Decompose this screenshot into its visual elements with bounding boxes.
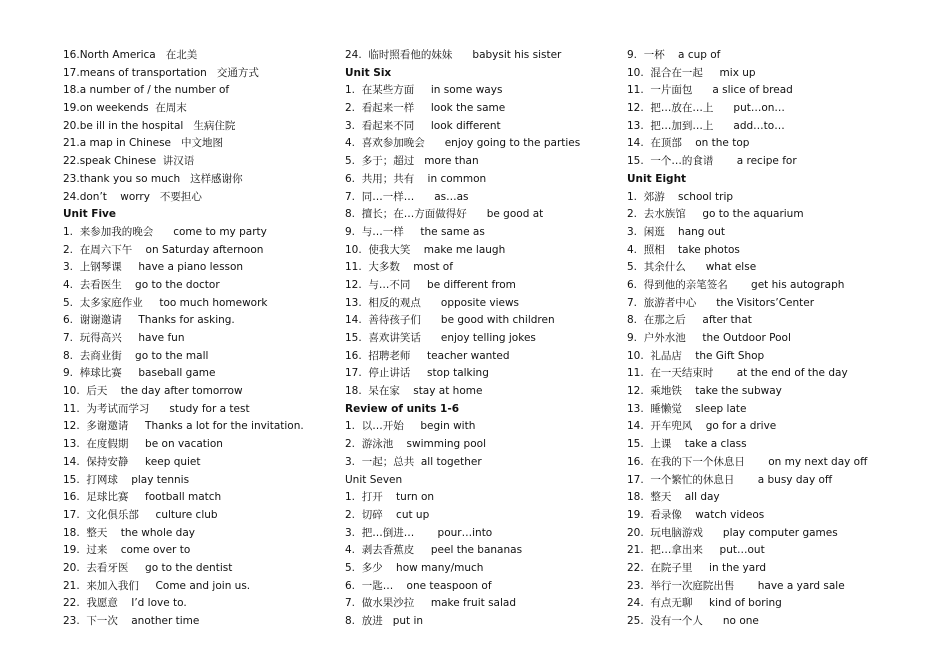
vocab-entry: 17. 一个繁忙的休息日 a busy day off (627, 473, 833, 486)
vocab-entry: 20.be ill in the hospital 生病住院 (63, 119, 236, 132)
vocab-entry: 11. 大多数 most of (345, 261, 453, 274)
vocab-entry: 6. 一匙… one teaspoon of (345, 579, 492, 592)
vocab-entry: 16.North America 在北美 (63, 49, 198, 61)
vocab-entry: 17. 停止讲话 stop talking (345, 367, 489, 380)
vocab-entry: 19.on weekends 在周末 (63, 102, 187, 115)
vocab-entry: 22. 在院子里 in the yard (627, 561, 766, 574)
vocab-entry: 5. 多少 how many/much (345, 561, 484, 574)
vocab-entry: 1. 以…开始 begin with (345, 420, 476, 433)
vocab-entry: 6. 谢谢邀请 Thanks for asking. (63, 314, 235, 327)
vocab-entry: 8. 去商业街 go to the mall (63, 349, 209, 362)
vocab-entry: 24. 临时照看他的妹妹 babysit his sister (345, 49, 562, 61)
vocab-entry: 21. 把…拿出来 put…out (627, 544, 765, 557)
vocab-entry: 10. 礼品店 the Gift Shop (627, 349, 765, 362)
vocab-entry: 15. 打网球 play tennis (63, 473, 190, 486)
vocab-entry: 18. 整天 all day (627, 491, 720, 504)
vocab-entry: 23. 举行一次庭院出售 have a yard sale (627, 579, 845, 592)
vocab-entry: 14. 保持安静 keep quiet (63, 455, 201, 468)
vocab-entry: 19. 过来 come over to (63, 544, 191, 557)
vocab-entry: 18.a number of / the number of (63, 84, 230, 97)
vocab-entry: 10. 后天 the day after tomorrow (63, 385, 243, 398)
vocab-entry: 25. 没有一个人 no one (627, 615, 759, 627)
vocab-entry: 10. 混合在一起 mix up (627, 66, 756, 79)
vocab-entry: 3. 把…倒进… pour…into (345, 526, 493, 539)
vocab-entry: 21. 来加入我们 Come and join us. (63, 579, 251, 592)
vocab-entry: 15. 一个…的食谱 a recipe for (627, 155, 797, 168)
vocab-entry: 10. 使我大笑 make me laugh (345, 243, 506, 256)
vocab-entry: 16. 足球比赛 football match (63, 491, 222, 504)
vocab-entry: 3. 上钢琴课 have a piano lesson (63, 261, 244, 274)
vocab-entry: 9. 一杯 a cup of (627, 49, 721, 61)
vocab-entry: Unit Seven (345, 473, 403, 486)
unit-heading: Unit Six (345, 66, 392, 79)
unit-heading: Unit Eight (627, 172, 687, 185)
vocab-entry: 4. 剥去香蕉皮 peel the bananas (345, 544, 523, 557)
column-1 (63, 47, 333, 631)
vocab-entry: 24. 有点无聊 kind of boring (627, 597, 782, 610)
vocab-entry: 13. 在度假期 be on vacation (63, 438, 223, 451)
vocab-entry: 7. 旅游者中心 the Visitors’Center (627, 296, 815, 309)
vocab-entry: 3. 一起；总共 all together (345, 455, 482, 468)
vocab-entry: 8. 在那之后 after that (627, 314, 752, 327)
column-3 (627, 47, 927, 631)
vocab-entry: 17.means of transportation 交通方式 (63, 66, 259, 79)
vocab-entry: 9. 棒球比赛 baseball game (63, 367, 216, 380)
column-2 (345, 47, 615, 631)
vocab-entry: 1. 打开 turn on (345, 491, 435, 504)
vocab-entry: 3. 看起来不同 look different (345, 119, 501, 132)
vocab-entry: 11. 在一天结束时 at the end of the day (627, 367, 848, 380)
vocab-entry: 4. 照相 take photos (627, 243, 740, 256)
vocab-entry: 21.a map in Chinese 中文地图 (63, 137, 224, 150)
vocab-entry: 4. 去看医生 go to the doctor (63, 278, 220, 291)
vocab-entry: 6. 共用；共有 in common (345, 172, 487, 185)
vocab-entry: 4. 喜欢参加晚会 enjoy going to the parties (345, 137, 581, 150)
vocab-entry: 13. 相反的观点 opposite views (345, 296, 520, 309)
vocab-entry: 7. 同…一样… as…as (345, 190, 469, 203)
vocab-entry: 20. 玩电脑游戏 play computer games (627, 526, 838, 539)
vocab-entry: 22. 我愿意 I’d love to. (63, 597, 187, 610)
vocab-entry: 7. 做水果沙拉 make fruit salad (345, 597, 517, 610)
vocab-entry: 18. 整天 the whole day (63, 526, 195, 539)
vocab-entry: 8. 擅长；在…方面做得好 be good at (345, 208, 544, 221)
vocab-entry: 1. 在某些方面 in some ways (345, 84, 503, 97)
vocab-entry: 15. 喜欢讲笑话 enjoy telling jokes (345, 332, 536, 344)
vocab-entry: 18. 呆在家 stay at home (345, 385, 483, 398)
vocab-entry: 17. 文化俱乐部 culture club (63, 508, 218, 521)
vocab-entry: 5. 多于；超过 more than (345, 155, 479, 168)
vocab-entry: 11. 为考试而学习 study for a test (63, 402, 250, 415)
vocab-entry: 9. 与…一样 the same as (345, 225, 485, 238)
vocab-entry: 5. 太多家庭作业 too much homework (63, 296, 268, 309)
vocab-entry: 5. 其余什么 what else (627, 261, 757, 274)
vocab-entry: 9. 户外水池 the Outdoor Pool (627, 332, 791, 344)
vocab-entry: 16. 在我的下一个休息日 on my next day off (627, 455, 868, 468)
vocab-entry: 2. 去水族馆 go to the aquarium (627, 208, 804, 221)
vocab-entry: 1. 郊游 school trip (627, 190, 734, 203)
vocab-entry: 12. 乘地铁 take the subway (627, 385, 782, 398)
vocab-entry: 14. 善待孩子们 be good with children (345, 314, 555, 327)
vocab-entry: 8. 放进 put in (345, 615, 424, 627)
vocab-entry: 19. 看录像 watch videos (627, 508, 765, 521)
vocab-entry: 2. 看起来一样 look the same (345, 102, 506, 115)
vocab-entry: 12. 把…放在…上 put…on… (627, 102, 785, 115)
vocab-entry: 24.don’t worry 不要担心 (63, 190, 202, 203)
vocab-entry: 3. 闲逛 hang out (627, 225, 725, 238)
vocab-entry: 23. 下一次 another time (63, 615, 200, 627)
vocab-entry: 22.speak Chinese 讲汉语 (63, 155, 195, 168)
vocab-entry: 12. 与…不同 be different from (345, 278, 516, 291)
vocab-entry: 1. 来参加我的晚会 come to my party (63, 225, 267, 238)
vocab-entry: 7. 玩得高兴 have fun (63, 332, 185, 344)
vocab-entry: 15. 上课 take a class (627, 438, 747, 451)
vocab-entry: 14. 开车兜风 go for a drive (627, 420, 777, 433)
vocab-entry: 13. 睡懒觉 sleep late (627, 402, 747, 415)
vocab-entry: 2. 在周六下午 on Saturday afternoon (63, 243, 264, 256)
vocab-entry: 12. 多谢邀请 Thanks a lot for the invitation. (63, 420, 304, 433)
unit-heading: Review of units 1-6 (345, 402, 460, 415)
vocab-entry: 11. 一片面包 a slice of bread (627, 84, 793, 97)
vocab-entry: 2. 切碎 cut up (345, 508, 430, 521)
vocab-entry: 6. 得到他的亲笔签名 get his autograph (627, 278, 845, 291)
vocab-entry: 20. 去看牙医 go to the dentist (63, 561, 233, 574)
vocab-entry: 2. 游泳池 swimming pool (345, 438, 486, 451)
vocab-entry: 23.thank you so much 这样感谢你 (63, 172, 243, 185)
vocab-entry: 13. 把…加到…上 add…to… (627, 119, 785, 132)
vocab-entry: 14. 在顶部 on the top (627, 137, 750, 150)
vocab-entry: 16. 招聘老师 teacher wanted (345, 349, 510, 362)
unit-heading: Unit Five (63, 208, 117, 221)
